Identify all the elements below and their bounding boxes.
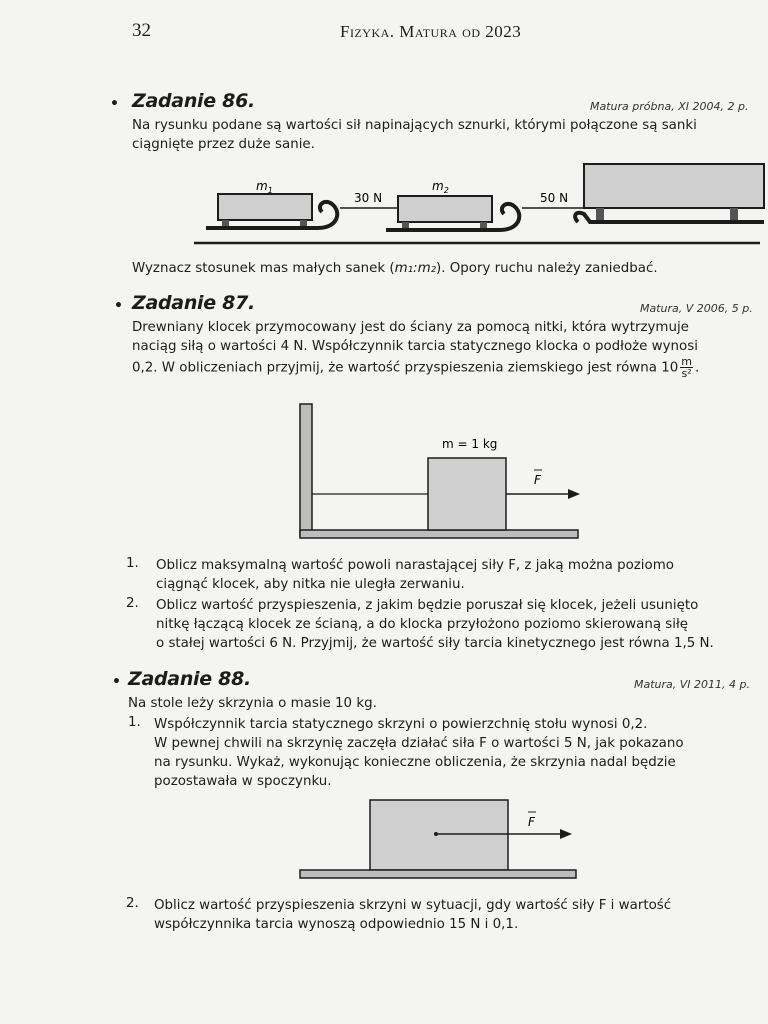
- unit-m-per-s2: $\frac{m}{\text{s²}}$: [681, 355, 692, 380]
- m2-label: $m_2$: [432, 179, 449, 195]
- block: [428, 458, 506, 530]
- task-86-question: [132, 259, 762, 278]
- big-sled-leg-left: [596, 208, 604, 220]
- task-88-title: Zadanie 88.: [128, 668, 251, 690]
- task-87-title: Zadanie 87.: [132, 292, 255, 314]
- task-88-item-1-num: 1.: [128, 715, 141, 730]
- task-86-title: Zadanie 86.: [132, 90, 255, 112]
- force-arrow-head: [568, 489, 580, 499]
- task-88-source: Matura, VI 2011, 4 p.: [634, 678, 750, 691]
- running-title: Fizyka. Matura od 2023: [340, 22, 522, 41]
- crate-table-figure: [296, 794, 580, 882]
- sleds-figure: [190, 160, 768, 250]
- sled-2-body: [398, 196, 492, 222]
- page-number: 32: [132, 20, 151, 41]
- sled-1-body: [218, 194, 312, 220]
- task-86-intro-line2: ciągnięte przez duże sanie.: [132, 137, 315, 152]
- force-arrow-head: [560, 829, 572, 839]
- crate: [370, 800, 508, 870]
- task-87-item-2: Oblicz wartość przyspieszenia, z jakim będzie poruszał się klocek, jeżeli usunięto nitkę łączącą klocek ze ścianą, a do klocka przyłożono poziomo skierowaną siłę o stałej wartości 6 N. Przyjmij, że wartość siły tarcia kinetycznego jest równa 1,5 N.: [156, 598, 714, 651]
- table: [300, 870, 576, 878]
- task-88-intro: Na stole leży skrzynia o masie 10 kg.: [128, 696, 377, 711]
- wall: [300, 404, 312, 536]
- force-50n-label: 50 N: [540, 191, 569, 205]
- mass-label: m = 1 kg: [442, 437, 498, 451]
- task-86-bullet: •: [110, 96, 119, 112]
- task-86-question-ratio: m₁:m₂: [394, 261, 436, 276]
- force-30n-label: 30 N: [354, 191, 383, 205]
- task-86-question-pre: Wyznacz stosunek mas małych sanek (: [132, 261, 395, 276]
- task-88-bullet: •: [112, 674, 121, 690]
- task-87-intro-line3: 0,2. W obliczeniach przyjmij, że wartość przyspieszenia ziemskiego jest równa 10 $\frac{m}{\text{s²}}$ .: [132, 355, 700, 380]
- floor: [300, 530, 578, 538]
- task-88-item-1: Współczynnik tarcia statycznego skrzyni o powierzchnię stołu wynosi 0,2. W pewnej chwili na skrzynię zaczęła działać siła F o wartości 5 N, jak pokazano na rysunku. Wykaż, wykonując konieczne obliczenia, że skrzynia nadal będzie pozostawała w spoczynku.: [154, 717, 684, 789]
- task-86-question-post: ). Opory ruchu należy zaniedbać.: [435, 261, 658, 276]
- task-87-intro-line1: Drewniany klocek przymocowany jest do ściany za pomocą nitki, która wytrzymuje: [132, 320, 689, 335]
- big-sled-leg-right: [730, 208, 738, 220]
- task-87-bullet: •: [114, 298, 123, 314]
- task-87-intro: [132, 318, 762, 379]
- task-88-item-2: Oblicz wartość przyspieszenia skrzyni w sytuacji, gdy wartość siły F i wartość współczynnika tarcia wynoszą odpowiednio 15 N i 0,1.: [154, 898, 672, 932]
- big-sled-body: [584, 164, 764, 208]
- force-label: F: [534, 473, 541, 487]
- task-86-intro: [132, 116, 762, 154]
- task-87-item-2-num: 2.: [126, 596, 139, 611]
- task-88-item-2-num: 2.: [126, 896, 139, 911]
- task-87-item-1: Oblicz maksymalną wartość powoli narastającej siły F, z jaką można poziomo ciągnąć klocek, aby nitka nie uległa zerwaniu.: [156, 558, 674, 592]
- force-label: F: [528, 815, 535, 829]
- task-86-intro-line1: Na rysunku podane są wartości sił napinających sznurki, którymi połączone są sanki: [132, 118, 697, 133]
- m1-label: $m_1$: [256, 179, 273, 195]
- task-87-source: Matura, V 2006, 5 p.: [640, 302, 753, 315]
- task-87-intro-line2: naciąg siłą o wartości 4 N. Współczynnik tarcia statycznego klocka o podłoże wynosi: [132, 339, 698, 354]
- task-87-item-1-num: 1.: [126, 556, 139, 571]
- task-86-source: Matura próbna, XI 2004, 2 p.: [590, 100, 749, 113]
- block-wall-figure: [296, 402, 582, 540]
